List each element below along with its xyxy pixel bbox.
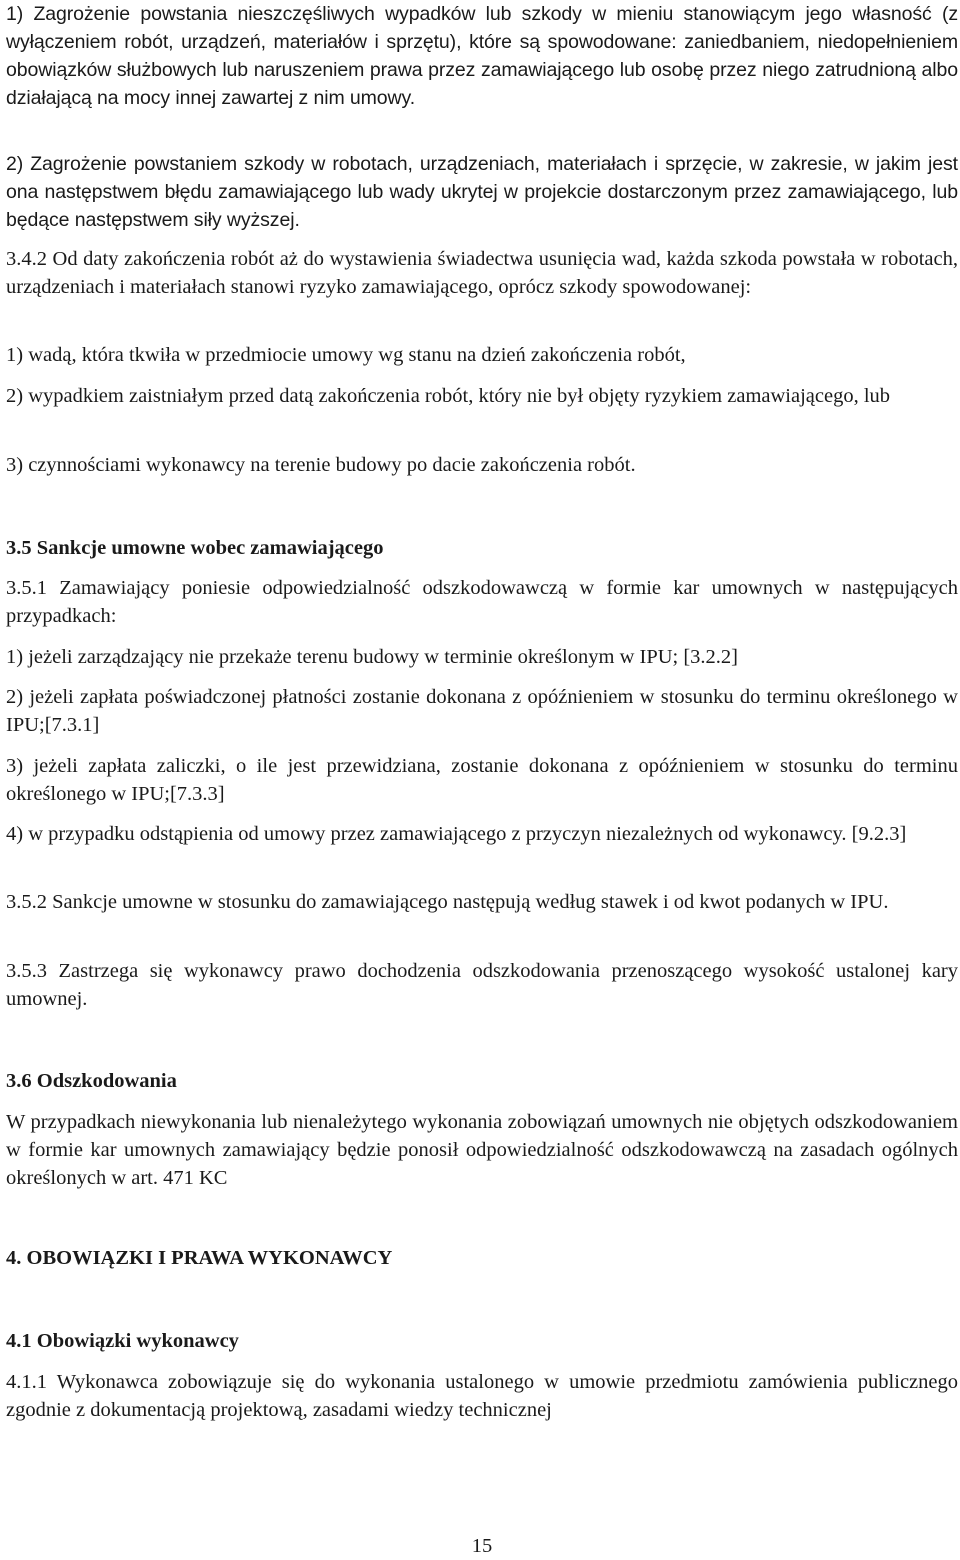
list-item: 1) wadą, która tkwiła w przedmiocie umowy wg stanu na dzień zakończenia robót, — [6, 344, 686, 366]
risk-item-2: 2) Zagrożenie powstaniem szkody w robotach, urządzeniach, materiałach i sprzęcie, w zakresie, w jakim jest ona następstwem błędu zamawiającego lub wady ukrytej w projekcie dostarczonym przez zamawiającego, lub będące następstwem siły wyższej. — [6, 153, 958, 231]
paragraph-3-5-3: 3.5.3 Zastrzega się wykonawcy prawo dochodzenia odszkodowania przenoszącego wysokość ustalonej kary umownej. — [6, 960, 958, 1010]
list-item: 3) jeżeli zapłata zaliczki, o ile jest przewidziana, zostanie dokonana z opóźnieniem w stosunku do terminu określonego w IPU;[7.3.3] — [6, 755, 958, 805]
list-item: 4) w przypadku odstąpienia od umowy przez zamawiającego z przyczyn niezależnych od wykonawcy. [9.2.3] — [6, 823, 907, 845]
list-item: 3) czynnościami wykonawcy na terenie budowy po dacie zakończenia robót. — [6, 454, 636, 476]
list-item: 2) jeżeli zapłata poświadczonej płatności zostanie dokonana z opóźnieniem w stosunku do terminu określonego w IPU;[7.3.1] — [6, 686, 958, 736]
chapter-heading-4: 4. OBOWIĄZKI I PRAWA WYKONAWCY — [6, 1247, 393, 1269]
section-heading-3-5: 3.5 Sankcje umowne wobec zamawiającego — [6, 537, 384, 559]
paragraph-3-4-2: 3.4.2 Od daty zakończenia robót aż do wystawienia świadectwa usunięcia wad, każda szkoda powstała w robotach, urządzeniach i materiałach stanowi ryzyko zamawiającego, oprócz szkody spowodowanej: — [6, 248, 958, 298]
document-page — [6, 0, 958, 1559]
risk-item-1: 1) Zagrożenie powstania nieszczęśliwych wypadków lub szkody w mieniu stanowiącym jego własność (z wyłączeniem robót, urządzeń, materiałów i sprzętu), które są spowodowane: zaniedbaniem, niedopełnieniem obowiązków służbowych lub naruszeniem prawa przez zamawiającego lub osobę przez niego zatrudnioną albo działającą na mocy innej zawartej z nim umowy. — [6, 3, 958, 109]
list-item: 1) jeżeli zarządzający nie przekaże terenu budowy w terminie określonym w IPU; [3.2.2] — [6, 646, 739, 668]
paragraph-3-6: W przypadkach niewykonania lub nienależytego wykonania zobowiązań umownych nie objętych odszkodowaniem w formie kar umownych zamawiający będzie ponosił odpowiedzialność odszkodowawczą na zasadach ogólnych określonych w art. 471 KC — [6, 1111, 958, 1189]
paragraph-3-5-2: 3.5.2 Sankcje umowne w stosunku do zamawiającego następują według stawek i od kwot podanych w IPU. — [6, 891, 889, 913]
section-heading-4-1: 4.1 Obowiązki wykonawcy — [6, 1330, 239, 1352]
page-number: 15 — [471, 1535, 493, 1557]
paragraph-3-5-1: 3.5.1 Zamawiający poniesie odpowiedzialność odszkodowawczą w formie kar umownych w następujących przypadkach: — [6, 577, 958, 627]
section-heading-3-6: 3.6 Odszkodowania — [6, 1070, 177, 1092]
paragraph-4-1-1: 4.1.1 Wykonawca zobowiązuje się do wykonania ustalonego w umowie przedmiotu zamówienia publicznego zgodnie z dokumentacją projektową, zasadami wiedzy technicznej — [6, 1371, 958, 1421]
list-item: 2) wypadkiem zaistniałym przed datą zakończenia robót, który nie był objęty ryzykiem zamawiającego, lub — [6, 385, 891, 407]
